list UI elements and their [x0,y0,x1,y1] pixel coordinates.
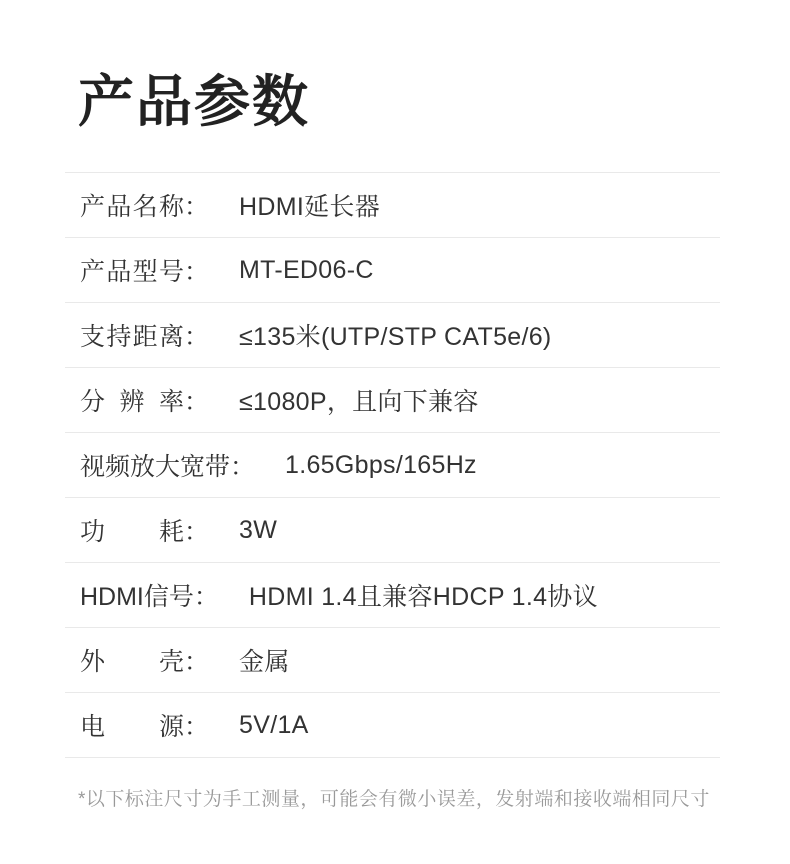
spec-colon: ： [184,648,210,676]
spec-value: 3W [239,515,278,544]
spec-value: HDMI延长器 [239,193,380,221]
spec-value: 5V/1A [239,710,309,739]
spec-row-model [65,237,720,302]
spec-value: ≤135米(UTP/STP CAT5e/6) [239,323,552,351]
spec-label: HDMI信号 [80,583,194,611]
spec-value: 金属 [239,648,290,676]
spec-label: 分辨率 [80,388,184,416]
spec-colon: ： [230,453,256,481]
spec-label: 产品型号 [80,258,184,286]
spec-table [65,172,720,758]
spec-row-product-name [65,172,720,237]
spec-value: ≤1080P，且向下兼容 [239,388,479,416]
spec-row-video-bandwidth [65,432,720,497]
spec-colon: ： [184,518,210,546]
spec-colon: ： [184,713,210,741]
spec-row-hdmi-signal [65,562,720,627]
spec-label: 支持距离 [80,323,184,351]
spec-label: 外壳 [80,648,184,676]
spec-colon: ： [193,583,219,611]
spec-value: 1.65Gbps/165Hz [285,450,477,479]
spec-colon: ： [184,388,210,416]
spec-row-resolution [65,367,720,432]
spec-colon: ： [184,323,210,351]
spec-value: HDMI 1.4且兼容HDCP 1.4协议 [248,583,598,611]
spec-row-power-supply [65,692,720,757]
spec-row-power-consumption [65,497,720,562]
spec-colon: ： [184,258,210,286]
spec-row-shell [65,627,720,692]
spec-colon: ： [184,193,210,221]
spec-value: MT-ED06-C [239,255,374,284]
spec-label: 功耗 [80,518,184,546]
spec-row-distance [65,302,720,367]
spec-label: 产品名称 [80,193,184,221]
spec-label: 电源 [80,713,184,741]
page-title: 产品参数 [78,70,310,133]
measurement-disclaimer-footnote: *以下标注尺寸为手工测量，可能会有微小误差，发射端和接收端相同尺寸 [78,789,710,810]
spec-label: 视频放大宽带 [80,453,231,481]
